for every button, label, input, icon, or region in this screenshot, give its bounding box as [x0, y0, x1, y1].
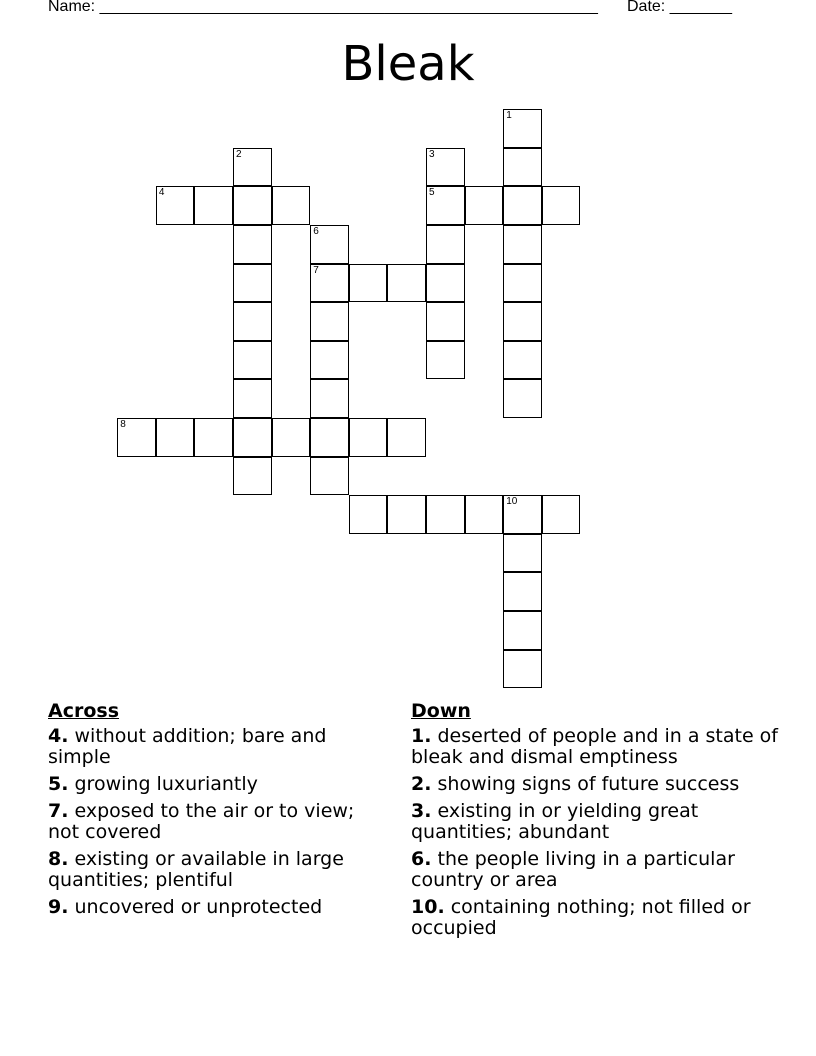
clue-down-6 — [411, 849, 781, 891]
grid-cell[interactable] — [542, 495, 581, 534]
clue-number: 3. — [411, 800, 432, 822]
grid-cell[interactable] — [503, 264, 542, 303]
cell-number: 5 — [429, 187, 435, 199]
grid-cell[interactable] — [426, 495, 465, 534]
grid-cell[interactable] — [194, 186, 233, 225]
grid-cell[interactable] — [117, 418, 156, 457]
grid-cell[interactable] — [233, 186, 272, 225]
clue-down-2 — [411, 774, 781, 795]
grid-cell[interactable] — [310, 225, 349, 264]
grid-cell[interactable] — [503, 534, 542, 573]
grid-cell[interactable] — [272, 418, 311, 457]
clue-text: exposed to the air or to view; not covered — [48, 800, 355, 843]
grid-cell[interactable] — [503, 148, 542, 187]
grid-cell[interactable] — [233, 148, 272, 187]
clue-across-9 — [48, 897, 388, 918]
grid-cell[interactable] — [503, 572, 542, 611]
cell-number: 1 — [506, 110, 512, 122]
grid-cell[interactable] — [387, 495, 426, 534]
clue-text: existing or available in large quantities; plentiful — [48, 848, 344, 891]
grid-cell[interactable] — [426, 341, 465, 380]
grid-cell[interactable] — [503, 302, 542, 341]
name-field-label: Name: ________________________________________________________ — [48, 0, 598, 15]
grid-cell[interactable] — [310, 264, 349, 303]
grid-cell[interactable] — [349, 418, 388, 457]
cell-number: 10 — [506, 496, 518, 508]
cell-number: 3 — [429, 148, 435, 160]
grid-cell[interactable] — [465, 186, 504, 225]
cell-number: 8 — [120, 419, 126, 431]
grid-cell[interactable] — [503, 379, 542, 418]
grid-cell[interactable] — [503, 611, 542, 650]
clue-text: containing nothing; not filled or occupied — [411, 896, 751, 939]
grid-cell[interactable] — [387, 418, 426, 457]
clue-text: existing in or yielding great quantities; abundant — [411, 800, 699, 843]
clue-number: 1. — [411, 725, 432, 747]
grid-cell[interactable] — [503, 109, 542, 148]
grid-cell[interactable] — [503, 341, 542, 380]
grid-cell[interactable] — [503, 495, 542, 534]
clue-text: uncovered or unprotected — [74, 896, 323, 918]
grid-cell[interactable] — [233, 225, 272, 264]
clue-number: 2. — [411, 773, 432, 795]
grid-cell[interactable] — [426, 225, 465, 264]
across-clues — [48, 701, 388, 924]
down-clues — [411, 701, 781, 945]
clue-across-4 — [48, 726, 388, 768]
clue-number: 9. — [48, 896, 69, 918]
grid-cell[interactable] — [233, 379, 272, 418]
cell-number: 6 — [313, 226, 319, 238]
grid-cell[interactable] — [426, 186, 465, 225]
across-heading: Across — [48, 700, 120, 722]
clue-text: without addition; bare and simple — [48, 725, 327, 768]
clue-number: 7. — [48, 800, 69, 822]
clue-down-10 — [411, 897, 781, 939]
grid-cell[interactable] — [349, 264, 388, 303]
cell-number: 4 — [158, 187, 165, 199]
grid-cell[interactable] — [156, 186, 195, 225]
grid-cell[interactable] — [233, 302, 272, 341]
grid-cell[interactable] — [503, 225, 542, 264]
clue-number: 4. — [48, 725, 69, 747]
grid-cell[interactable] — [194, 418, 233, 457]
down-heading: Down — [411, 700, 471, 722]
grid-cell[interactable] — [310, 418, 349, 457]
page-title: Bleak — [341, 36, 475, 92]
clue-text: deserted of people and in a state of bleak and dismal emptiness — [411, 725, 778, 768]
clue-number: 10. — [411, 896, 445, 918]
clue-text: showing signs of future success — [437, 773, 740, 795]
grid-cell[interactable] — [233, 264, 272, 303]
clue-down-1 — [411, 726, 781, 768]
clue-text: the people living in a particular country or area — [411, 848, 735, 891]
grid-cell[interactable] — [233, 418, 272, 457]
grid-cell[interactable] — [426, 148, 465, 187]
clue-across-8 — [48, 849, 388, 891]
grid-cell[interactable] — [310, 379, 349, 418]
clue-text: growing luxuriantly — [74, 773, 258, 795]
clue-number: 5. — [48, 773, 69, 795]
date-field-label: Date: _______ — [627, 0, 732, 15]
clue-number: 6. — [411, 848, 432, 870]
grid-cell[interactable] — [310, 457, 349, 496]
grid-cell[interactable] — [503, 650, 542, 689]
clue-number: 8. — [48, 848, 69, 870]
clue-down-3 — [411, 801, 781, 843]
grid-cell[interactable] — [465, 495, 504, 534]
clue-across-7 — [48, 801, 388, 843]
grid-cell[interactable] — [503, 186, 542, 225]
cell-number: 2 — [236, 148, 242, 160]
grid-cell[interactable] — [310, 341, 349, 380]
cell-number: 7 — [313, 264, 319, 276]
grid-cell[interactable] — [426, 264, 465, 303]
grid-cell[interactable] — [233, 341, 272, 380]
grid-cell[interactable] — [272, 186, 311, 225]
grid-cell[interactable] — [426, 302, 465, 341]
grid-cell[interactable] — [349, 495, 388, 534]
clue-across-5 — [48, 774, 388, 795]
grid-cell[interactable] — [156, 418, 195, 457]
grid-cell[interactable] — [387, 264, 426, 303]
grid-cell[interactable] — [233, 457, 272, 496]
grid-cell[interactable] — [542, 186, 581, 225]
grid-cell[interactable] — [310, 302, 349, 341]
